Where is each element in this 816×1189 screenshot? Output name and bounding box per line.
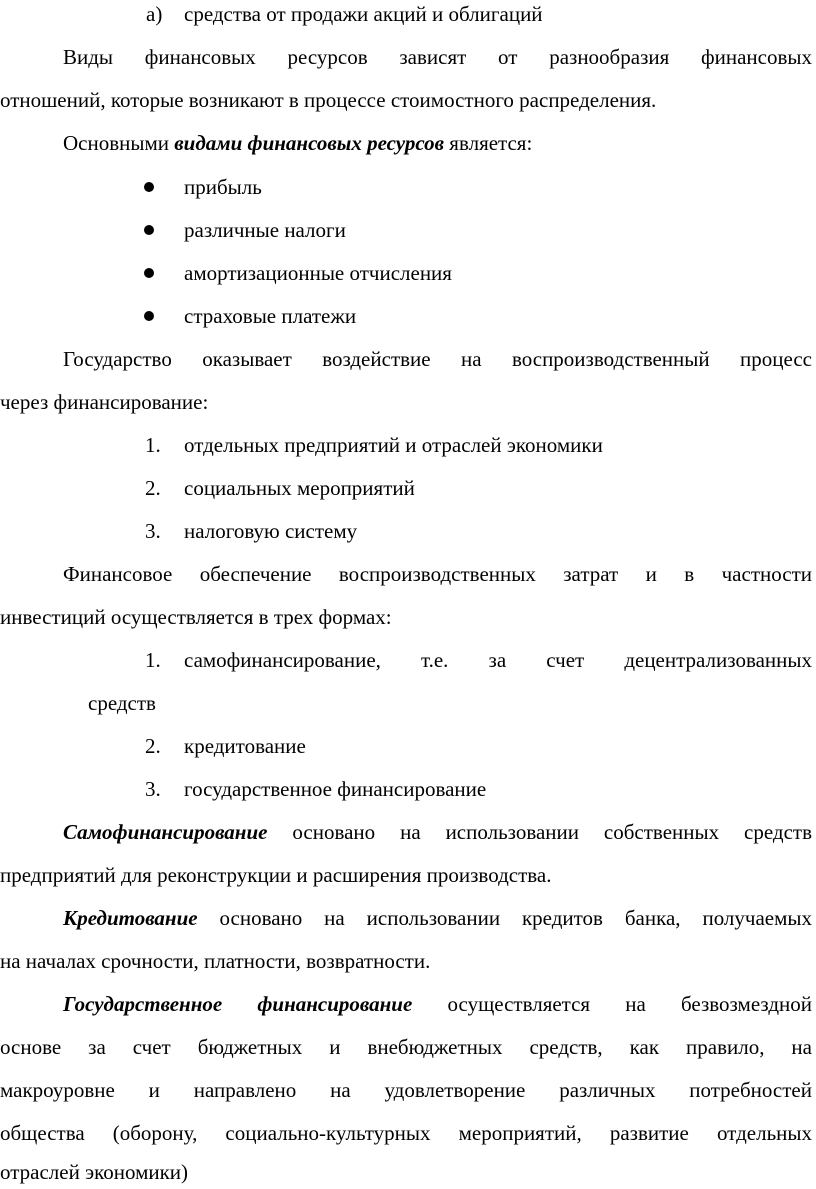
list-item-continuation: средств: [88, 691, 156, 715]
list-item: государственное финансирование: [184, 777, 487, 801]
definition-line: общества (оборону, социально-культурных мероприятий, развитие отдельных: [0, 1121, 812, 1145]
bullet-icon: [144, 225, 154, 235]
definition-text: основано на использовании собственных средств: [292, 820, 812, 844]
list-number: 3.: [145, 777, 161, 801]
paragraph-line: Государство оказывает воздействие на воспроизводственный процесс: [63, 347, 812, 371]
definition-line: макроуровне и направлено на удовлетворение различных потребностей: [0, 1078, 812, 1102]
bullet-item: различные налоги: [184, 218, 346, 242]
definition-line: предприятий для реконструкции и расширения производства.: [0, 863, 552, 887]
paragraph-line: [63, 133, 532, 154]
definition-line: [63, 994, 812, 1015]
definition-line: [63, 822, 812, 843]
list-item: кредитование: [184, 734, 306, 758]
bullet-item: страховые платежи: [184, 304, 357, 328]
paragraph-text: является:: [449, 131, 533, 155]
list-number: 1.: [145, 433, 161, 457]
definition-line: [63, 908, 812, 929]
paragraph-line: Финансовое обеспечение воспроизводственных затрат и в частности: [63, 562, 812, 586]
bullet-item: амортизационные отчисления: [184, 261, 452, 285]
definition-term: Государственное финансирование: [63, 992, 413, 1016]
list-number: 2.: [145, 734, 161, 758]
list-marker: а): [146, 2, 163, 26]
list-number: 3.: [145, 519, 161, 543]
definition-text: осуществляется на безвозмездной: [447, 992, 813, 1016]
list-item: самофинансирование, т.е. за счет децентрализованных: [184, 648, 812, 672]
definition-term: Самофинансирование: [63, 820, 268, 844]
paragraph-line: отношений, которые возникают в процессе стоимостного распределения.: [0, 88, 657, 112]
definition-line: на началах срочности, платности, возвратности.: [0, 949, 431, 973]
bullet-item: прибыль: [184, 175, 262, 199]
paragraph-text: Основными: [63, 131, 170, 155]
list-item: отдельных предприятий и отраслей экономики: [184, 433, 603, 457]
bullet-icon: [144, 311, 154, 321]
definition-text: основано на использовании кредитов банка, получаемых: [219, 906, 812, 930]
list-item-text: средства от продажи акций и облигаций: [184, 2, 543, 26]
paragraph-line: Виды финансовых ресурсов зависят от разнообразия финансовых: [63, 45, 812, 69]
list-number: 2.: [145, 476, 161, 500]
definition-line: основе за счет бюджетных и внебюджетных средств, как правило, на: [0, 1035, 812, 1059]
list-number: 1.: [145, 648, 161, 672]
definition-term: Кредитование: [63, 906, 198, 930]
bullet-icon: [144, 182, 154, 192]
definition-line: отраслей экономики): [0, 1160, 189, 1184]
list-item: социальных мероприятий: [184, 476, 415, 500]
bullet-icon: [144, 268, 154, 278]
paragraph-line: через финансирование:: [0, 390, 209, 414]
list-item: налоговую систему: [184, 519, 358, 543]
paragraph-line: инвестиций осуществляется в трех формах:: [0, 605, 392, 629]
emphasized-term: видами финансовых ресурсов: [174, 131, 445, 155]
